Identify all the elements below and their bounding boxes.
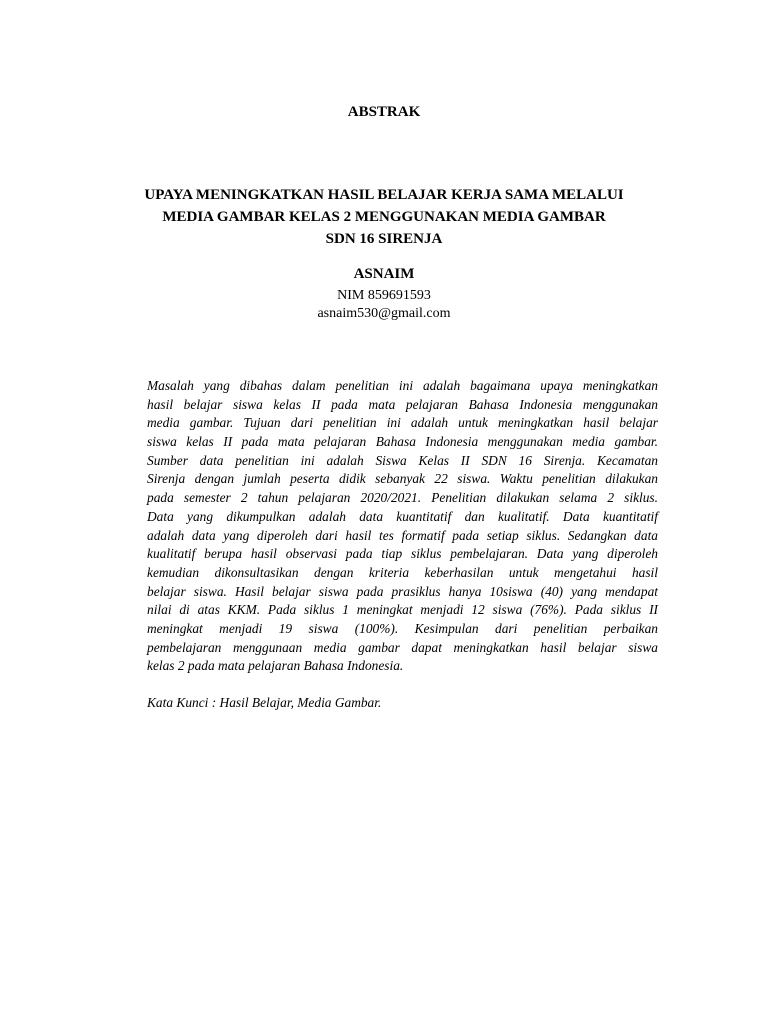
abstract-line: pada semester 2 tahun pelajaran 2020/2021. Penelitian dilakukan selama 2 siklus. bbox=[147, 490, 658, 506]
abstract-line: meningkat menjadi 19 siswa (100%). Kesimpulan dari penelitian perbaikan bbox=[147, 620, 658, 636]
abstract-line: kualitatif berupa hasil observasi pada tiap siklus pembelajaran. Data yang diperoleh bbox=[147, 546, 658, 562]
author-nim: NIM 859691593 bbox=[337, 288, 431, 303]
abstract-line: kemudian dikonsultasikan dengan kriteria keberhasilan untuk mengetahui hasil bbox=[147, 564, 658, 580]
title-line: MEDIA GAMBAR KELAS 2 MENGGUNAKAN MEDIA GAMBAR bbox=[162, 209, 606, 225]
document-title bbox=[0, 184, 768, 250]
abstract-line: Data yang dikumpulkan adalah data kuantitatif dan kualitatif. Data kuantitatif bbox=[147, 508, 658, 524]
abstract-line: siswa kelas II pada mata pelajaran Bahasa Indonesia menggunakan media gambar. bbox=[147, 434, 658, 450]
abstract-line: Sirenja dengan jumlah peserta didik sebanyak 22 siswa. Waktu penelitian dilakukan bbox=[147, 471, 658, 487]
title-line: SDN 16 SIRENJA bbox=[325, 231, 443, 247]
abstract-line: pembelajaran menggunaan media gambar dapat meningkatkan hasil belajar siswa bbox=[147, 639, 658, 655]
title-line: UPAYA MENINGKATKAN HASIL BELAJAR KERJA SAMA MELALUI bbox=[144, 187, 624, 203]
abstract-line: media gambar. Tujuan dari penelitian ini adalah untuk meningkatkan hasil belajar bbox=[147, 415, 658, 431]
abstract-line: Masalah yang dibahas dalam penelitian ini adalah bagaimana upaya meningkatkan bbox=[147, 378, 658, 393]
abstract-line: nilai di atas KKM. Pada siklus 1 meningkat menjadi 12 siswa (76%). Pada siklus II bbox=[147, 602, 658, 618]
author-name: ASNAIM bbox=[353, 266, 415, 282]
document-heading: ABSTRAK bbox=[347, 104, 421, 120]
abstract-line: hasil belajar siswa kelas II pada mata pelajaran Bahasa Indonesia menggunakan bbox=[147, 396, 658, 412]
abstract-body bbox=[147, 377, 658, 676]
abstract-line: Sumber data penelitian ini adalah Siswa Kelas II SDN 16 Sirenja. Kecamatan bbox=[147, 452, 658, 468]
author-email: asnaim530@gmail.com bbox=[317, 306, 451, 321]
abstract-line: belajar siswa. Hasil belajar siswa pada prasiklus hanya 10siswa (40) yang mendapat bbox=[147, 583, 658, 599]
abstract-line: kelas 2 pada mata pelajaran Bahasa Indonesia. bbox=[147, 658, 404, 674]
keywords-line: Kata Kunci : Hasil Belajar, Media Gambar. bbox=[147, 695, 382, 710]
abstract-line: adalah data yang diperoleh dari hasil tes formatif pada setiap siklus. Sedangkan data bbox=[147, 527, 658, 543]
